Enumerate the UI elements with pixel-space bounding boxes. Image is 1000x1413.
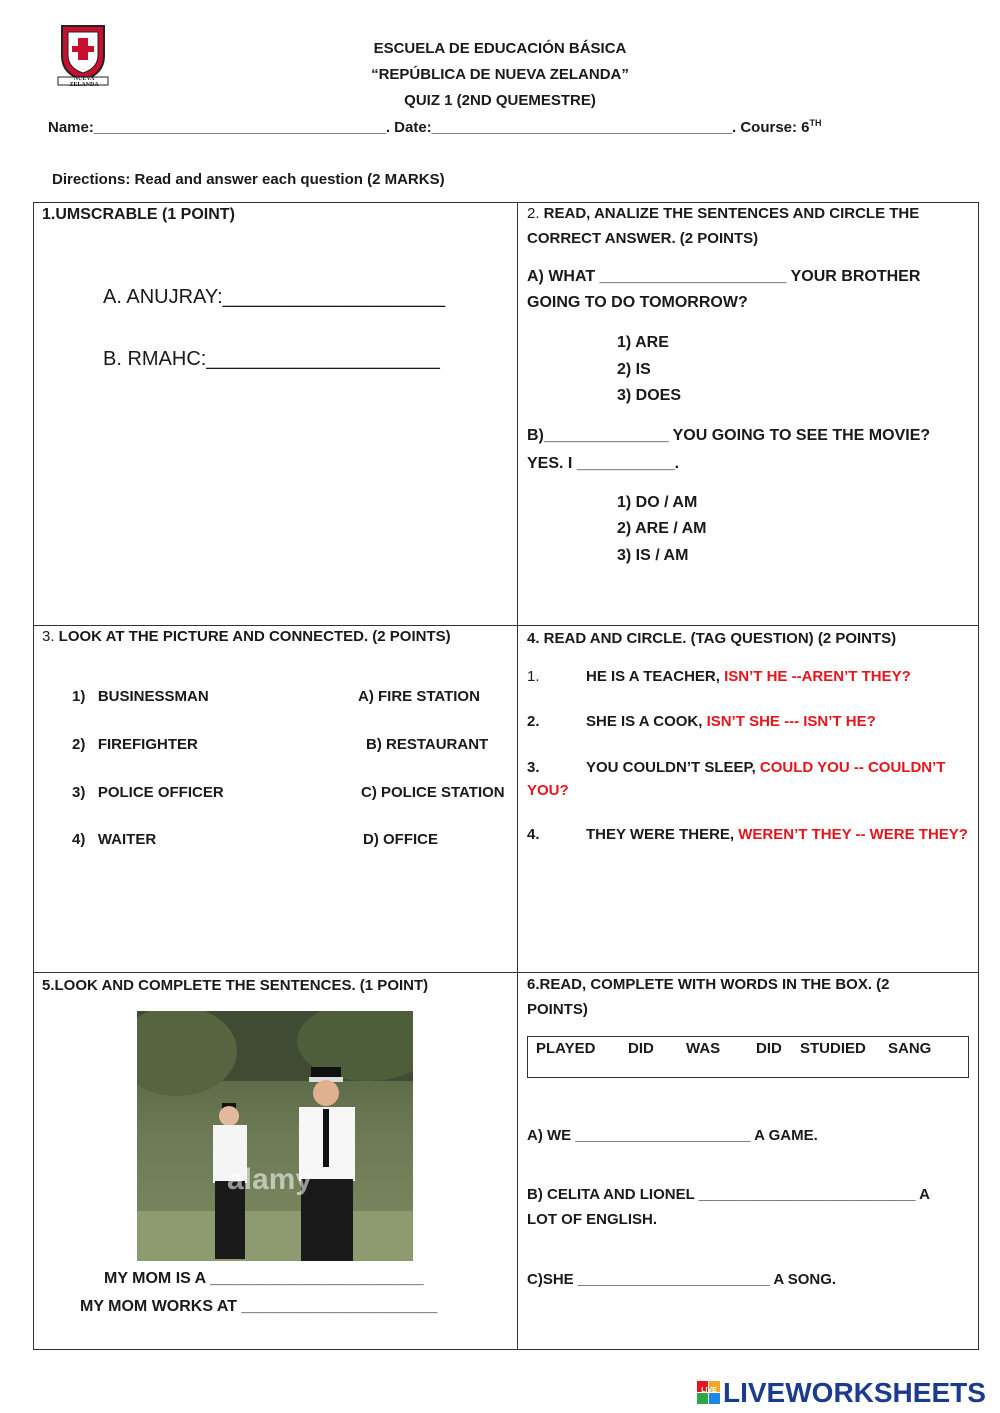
directions: Directions: Read and answer each question (2 MARKS) xyxy=(52,171,445,188)
q2-b-option-3: 3) IS / AM xyxy=(617,547,689,564)
q3-right-d: D) OFFICE xyxy=(363,831,438,848)
q3-left-3: 3) POLICE OFFICER xyxy=(72,784,224,801)
q6-title-line2: POINTS) xyxy=(527,1001,588,1018)
q4-item-3-text: YOU COULDN’T SLEEP, xyxy=(586,759,760,776)
quiz-title: QUIZ 1 (2ND QUEMESTRE) xyxy=(404,92,596,109)
q4-item-2-tag: ISN’T SHE --- ISN’T HE? xyxy=(706,713,876,730)
q2-b-option-2: 2) ARE / AM xyxy=(617,520,707,537)
q4-item-4-num: 4. xyxy=(527,826,540,843)
school-subtitle: “REPÚBLICA DE NUEVA ZELANDA” xyxy=(371,66,629,83)
q1-title: 1.UMSCRABLE (1 POINT) xyxy=(42,206,235,223)
grid-row-divider-1 xyxy=(33,625,979,626)
q2-b-option-1: 1) DO / AM xyxy=(617,494,698,511)
school-name: ESCUELA DE EDUCACIÓN BÁSICA xyxy=(373,40,627,57)
liveworksheets-logo[interactable] xyxy=(697,1378,986,1408)
q4-item-3 xyxy=(586,759,945,776)
q6-title-line1: 6.READ, COMPLETE WITH WORDS IN THE BOX. (2 xyxy=(527,976,890,993)
q5-line1: MY MOM IS A ________________________ xyxy=(104,1270,424,1287)
grid-vertical-divider xyxy=(517,202,518,1350)
police-officers-photo xyxy=(137,1011,413,1261)
q6-c: C)SHE _______________________ A SONG. xyxy=(527,1271,837,1288)
q3-left-2: 2) FIREFIGHTER xyxy=(72,736,198,753)
photo-watermark: alamy xyxy=(227,1163,313,1196)
grid-row-divider-2 xyxy=(33,972,979,973)
course-superscript: TH xyxy=(809,118,822,128)
logo-banner-text: NUEVA ZELANDA xyxy=(69,76,99,88)
q2-a-line1: A) WHAT _____________________ YOUR BROTHER xyxy=(527,268,921,285)
liveworksheets-badge-text: LIVE xyxy=(701,1387,717,1394)
q1-item-b: B. RMAHC:_____________________ xyxy=(103,348,440,370)
q3-left-4: 4) WAITER xyxy=(72,831,157,848)
name-date-course-text: Name:___________________________________. Date:____________________________________. Course: 6 xyxy=(48,119,810,136)
q2-a-line2: GOING TO DO TOMORROW? xyxy=(527,294,748,311)
q4-item-4-text: THEY WERE THERE, xyxy=(586,826,739,843)
liveworksheets-badge xyxy=(697,1381,721,1405)
word-studied: STUDIED xyxy=(800,1040,866,1057)
q3-title xyxy=(42,628,451,645)
q1-item-a: A. ANUJRAY:____________________ xyxy=(103,286,446,308)
q2-title-line1 xyxy=(527,205,919,222)
q4-item-1-num: 1. xyxy=(527,668,540,685)
q2-title-line2: CORRECT ANSWER. (2 POINTS) xyxy=(527,230,759,247)
q2-title-text: READ, ANALIZE THE SENTENCES AND CIRCLE THE xyxy=(539,205,920,222)
q2-a-option-2: 2) IS xyxy=(617,361,651,378)
q4-item-3-num: 3. xyxy=(527,759,540,776)
q4-item-3-tag-cont: YOU? xyxy=(527,782,569,799)
q2-b-line1: B)______________ YOU GOING TO SEE THE MOVIE? xyxy=(527,427,931,444)
q3-right-b: B) RESTAURANT xyxy=(366,736,489,753)
q5-line2: MY MOM WORKS AT ______________________ xyxy=(80,1298,438,1315)
q4-title: 4. READ AND CIRCLE. (TAG QUESTION) (2 POINTS) xyxy=(527,630,897,647)
q4-item-2 xyxy=(586,713,876,730)
q4-item-1 xyxy=(586,668,911,685)
q4-item-1-tag: ISN’T HE --AREN’T THEY? xyxy=(724,668,911,685)
word-did-2: DID xyxy=(756,1040,782,1057)
q3-right-a: A) FIRE STATION xyxy=(358,688,480,705)
q2-a-option-3: 3) DOES xyxy=(617,387,682,404)
q4-item-3-tag: COULD YOU -- COULDN’T xyxy=(759,759,946,776)
word-sang: SANG xyxy=(888,1040,932,1057)
q6-a: A) WE _____________________ A GAME. xyxy=(527,1127,818,1144)
q4-item-2-num: 2. xyxy=(527,713,540,730)
q4-item-2-text: SHE IS A COOK, xyxy=(586,713,707,730)
q4-item-1-text: HE IS A TEACHER, xyxy=(586,668,725,685)
q6-b-line1: B) CELITA AND LIONEL __________________________ A xyxy=(527,1186,931,1203)
q2-title-num: 2. xyxy=(527,205,540,222)
liveworksheets-brand: LIVEWORKSHEETS xyxy=(723,1377,986,1408)
q5-title: 5.LOOK AND COMPLETE THE SENTENCES. (1 POINT) xyxy=(42,977,429,994)
q3-left-1: 1) BUSINESSMAN xyxy=(72,688,209,705)
word-did-1: DID xyxy=(628,1040,654,1057)
q4-item-4-tag: WEREN’T THEY -- WERE THEY? xyxy=(738,826,968,843)
name-date-course-line xyxy=(48,118,822,136)
q3-title-num: 3. xyxy=(42,628,55,645)
q6-b-line2: LOT OF ENGLISH. xyxy=(527,1211,657,1228)
q3-right-c: C) POLICE STATION xyxy=(361,784,505,801)
word-was: WAS xyxy=(686,1040,721,1057)
word-played: PLAYED xyxy=(536,1040,596,1057)
q2-b-line2: YES. I ___________. xyxy=(527,455,680,472)
q4-item-4 xyxy=(586,826,968,843)
q2-a-option-1: 1) ARE xyxy=(617,334,669,351)
q3-title-text: LOOK AT THE PICTURE AND CONNECTED. (2 POINTS) xyxy=(54,628,451,645)
